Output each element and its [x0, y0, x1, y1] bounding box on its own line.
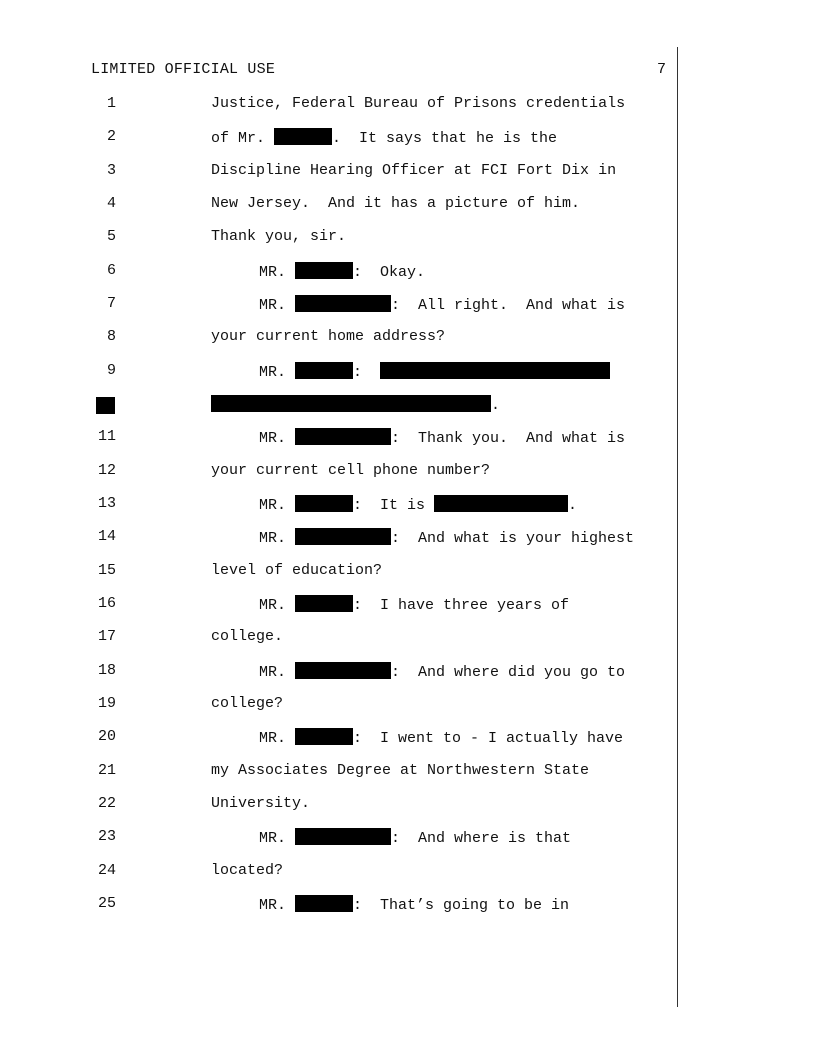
line-text: Discipline Hearing Officer at FCI Fort Dix in: [211, 162, 617, 179]
transcript-line: [0, 128, 816, 152]
line-text: college?: [211, 695, 284, 712]
speaker-prefix: MR.: [259, 430, 296, 447]
line-text-post: . It says that he is the: [332, 130, 558, 147]
line-text: University.: [211, 795, 311, 812]
transcript-line: [0, 162, 816, 186]
transcript-line: [0, 595, 816, 619]
line-number: 13: [97, 495, 116, 512]
line-number: 25: [97, 895, 116, 912]
transcript-line: [0, 95, 816, 119]
speaker-line: [259, 528, 634, 547]
line-number: 6: [106, 262, 116, 279]
line-text: college.: [211, 628, 284, 645]
transcript-line: [0, 662, 816, 686]
redaction-box: [274, 128, 332, 145]
line-text-post: : I have three years of: [353, 597, 570, 614]
line-text: your current home address?: [211, 328, 446, 345]
speaker-prefix: MR.: [259, 297, 296, 314]
speaker-line: [259, 362, 610, 381]
page-number: 7: [656, 61, 666, 78]
redaction-box: [295, 595, 353, 612]
speaker-prefix: MR.: [259, 264, 296, 281]
redaction-box: [295, 428, 391, 445]
line-number: 18: [97, 662, 116, 679]
speaker-line: [259, 428, 625, 447]
redaction-box: [295, 262, 353, 279]
transcript-line: [0, 295, 816, 319]
line-number: 23: [97, 828, 116, 845]
speaker-prefix: MR.: [259, 530, 296, 547]
line-number: 3: [106, 162, 116, 179]
redaction-box: [434, 495, 568, 512]
transcript-line: [0, 628, 816, 652]
speaker-prefix: MR.: [259, 730, 296, 747]
line-text-post: : I went to - I actually have: [353, 730, 624, 747]
redaction-box: [211, 395, 491, 412]
redaction-box: [295, 362, 353, 379]
line-text-pre: of Mr.: [211, 130, 275, 147]
speaker-line: [259, 295, 625, 314]
line-text-post: : And where is that: [391, 830, 572, 847]
line-number: 5: [106, 228, 116, 245]
line-number: 15: [97, 562, 116, 579]
line-text: [211, 128, 557, 147]
transcript-line: [0, 528, 816, 552]
transcript-line: [0, 262, 816, 286]
speaker-prefix: MR.: [259, 664, 296, 681]
transcript-line: [0, 862, 816, 886]
transcript-line: [0, 362, 816, 386]
transcript-line: [0, 562, 816, 586]
line-number: 20: [97, 728, 116, 745]
line-text-post: : And what is your highest: [391, 530, 635, 547]
redaction-box: [380, 362, 610, 379]
line-text-post: : Okay.: [353, 264, 426, 281]
line-text: your current cell phone number?: [211, 462, 491, 479]
line-number: 14: [97, 528, 116, 545]
redaction-box: [295, 828, 391, 845]
speaker-prefix: MR.: [259, 597, 296, 614]
line-text-post: : And where did you go to: [391, 664, 626, 681]
redaction-box: [295, 528, 391, 545]
speaker-line: [259, 662, 625, 681]
line-text-post: :: [353, 364, 381, 381]
speaker-line: [259, 595, 569, 614]
line-text-post: : All right. And what is: [391, 297, 626, 314]
line-text: New Jersey. And it has a picture of him.: [211, 195, 581, 212]
line-number: 2: [106, 128, 116, 145]
line-number: 16: [97, 595, 116, 612]
transcript-line: [0, 462, 816, 486]
speaker-line: [259, 495, 577, 514]
transcript-line: [0, 695, 816, 719]
speaker-prefix: MR.: [259, 830, 296, 847]
line-number: 8: [106, 328, 116, 345]
line-number: 24: [97, 862, 116, 879]
redacted-line-number: [96, 397, 115, 414]
line-text: located?: [211, 862, 284, 879]
line-text-mid: : It is: [353, 497, 435, 514]
line-number: 9: [106, 362, 116, 379]
transcript-line: [0, 428, 816, 452]
line-number: 7: [106, 295, 116, 312]
transcript-line: [0, 495, 816, 519]
line-number: 17: [97, 628, 116, 645]
redaction-box: [295, 662, 391, 679]
redaction-box: [295, 495, 353, 512]
transcript-line: [0, 395, 816, 419]
redaction-box: [295, 728, 353, 745]
line-number: 4: [106, 195, 116, 212]
speaker-line: [259, 728, 623, 747]
line-text: Justice, Federal Bureau of Prisons credentials: [211, 95, 626, 112]
transcript-line: [0, 195, 816, 219]
line-text-post: : That’s going to be in: [353, 897, 570, 914]
classification-header: LIMITED OFFICIAL USE: [91, 61, 276, 78]
line-text: level of education?: [211, 562, 383, 579]
line-number: 22: [97, 795, 116, 812]
line-text: Thank you, sir.: [211, 228, 347, 245]
speaker-prefix: MR.: [259, 497, 296, 514]
line-text-post: .: [491, 397, 501, 414]
transcript-line: [0, 728, 816, 752]
speaker-prefix: MR.: [259, 364, 296, 381]
transcript-line: [0, 895, 816, 919]
transcript-line: [0, 328, 816, 352]
redaction-box: [295, 295, 391, 312]
line-number: 1: [106, 95, 116, 112]
line-number: 11: [97, 428, 116, 445]
line-text-post: : Thank you. And what is: [391, 430, 626, 447]
transcript-line: [0, 795, 816, 819]
line-number: 21: [97, 762, 116, 779]
line-number: 12: [97, 462, 116, 479]
line-text: my Associates Degree at Northwestern State: [211, 762, 590, 779]
transcript-line: [0, 228, 816, 252]
line-number: 19: [97, 695, 116, 712]
transcript-line: [0, 828, 816, 852]
line-text-post: .: [568, 497, 578, 514]
redaction-box: [295, 895, 353, 912]
speaker-prefix: MR.: [259, 897, 296, 914]
line-text: [211, 395, 500, 414]
speaker-line: [259, 828, 571, 847]
speaker-line: [259, 262, 425, 281]
transcript-line: [0, 762, 816, 786]
speaker-line: [259, 895, 569, 914]
